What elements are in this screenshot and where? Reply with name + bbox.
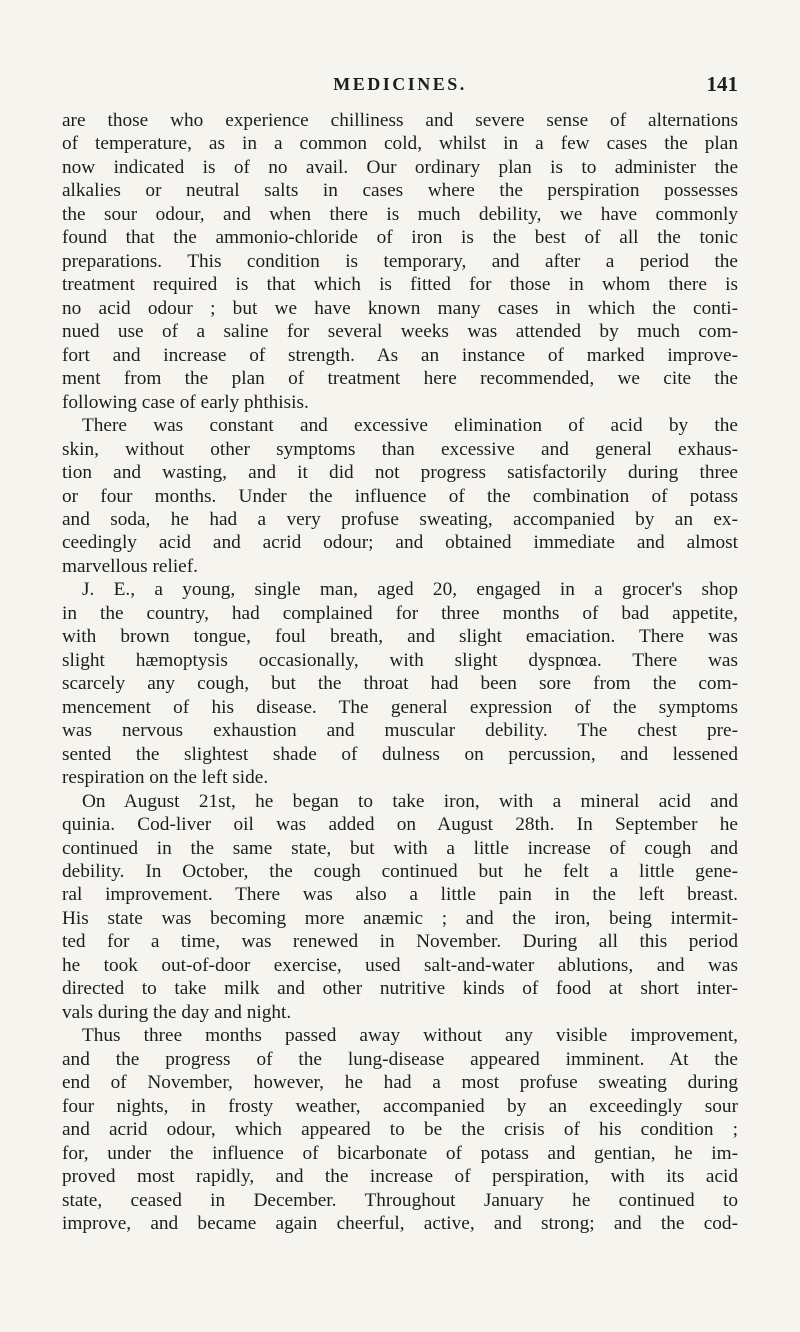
text-line: ted for a time, was renewed in November. During all this period bbox=[62, 931, 738, 953]
text-line: and soda, he had a very profuse sweating, accompanied by an ex- bbox=[62, 508, 738, 530]
text-line: debility. In October, the cough continued but he felt a little gene- bbox=[62, 861, 738, 882]
text-line: respiration on the left side. bbox=[62, 767, 269, 789]
body-text bbox=[62, 109, 738, 1236]
text-line: following case of early phthisis. bbox=[62, 391, 309, 413]
running-head: MEDICINES. bbox=[333, 74, 467, 94]
text-line: alkalies or neutral salts in cases where the perspiration possesses bbox=[62, 180, 738, 202]
text-line: the sour odour, and when there is much debility, we have commonly bbox=[62, 203, 738, 225]
text-line: scarcely any cough, but the throat had been sore from the com- bbox=[62, 673, 738, 695]
text-line: proved most rapidly, and the increase of perspiration, with its acid bbox=[62, 1166, 738, 1188]
text-line: and acrid odour, which appeared to be the crisis of his condition ; bbox=[62, 1119, 738, 1141]
text-line: for, under the influence of bicarbonate of potass and gentian, he im- bbox=[62, 1142, 738, 1164]
text-line: are those who experience chilliness and severe sense of alternations bbox=[62, 110, 738, 131]
text-line: marvellous relief. bbox=[62, 555, 198, 577]
text-line: vals during the day and night. bbox=[62, 1001, 292, 1023]
text-line: ment from the plan of treatment here recommended, we cite the bbox=[62, 368, 738, 390]
text-line: J. E., a young, single man, aged 20, engaged in a grocer's shop bbox=[82, 579, 738, 601]
text-line: state, ceased in December. Throughout January he continued to bbox=[62, 1189, 738, 1211]
text-line: Thus three months passed away without any visible improvement, bbox=[82, 1025, 738, 1047]
text-line: he took out-of-door exercise, used salt-and-water ablutions, and was bbox=[62, 954, 738, 976]
text-line: of temperature, as in a common cold, whilst in a few cases the plan bbox=[62, 133, 738, 155]
text-line: no acid odour ; but we have known many cases in which the conti- bbox=[62, 297, 738, 319]
text-line: There was constant and excessive elimination of acid by the bbox=[82, 415, 738, 437]
text-line: and the progress of the lung-disease appeared imminent. At the bbox=[62, 1048, 738, 1070]
page-number: 141 bbox=[706, 72, 738, 96]
text-line: quinia. Cod-liver oil was added on August 28th. In September he bbox=[62, 814, 738, 836]
text-line: with brown tongue, foul breath, and slight emaciation. There was bbox=[62, 626, 738, 648]
text-line: preparations. This condition is temporary, and after a period the bbox=[62, 250, 738, 272]
text-line: found that the ammonio-chloride of iron is the best of all the tonic bbox=[62, 227, 738, 249]
text-line: ral improvement. There was also a little pain in the left breast. bbox=[62, 884, 738, 906]
text-line: directed to take milk and other nutritive kinds of food at short inter- bbox=[62, 978, 738, 1000]
text-line: ceedingly acid and acrid odour; and obtained immediate and almost bbox=[62, 532, 738, 554]
text-line: fort and increase of strength. As an instance of marked improve- bbox=[62, 344, 738, 366]
text-line: sented the slightest shade of dulness on percussion, and lessened bbox=[62, 743, 738, 765]
text-line: was nervous exhaustion and muscular debility. The chest pre- bbox=[62, 720, 738, 742]
text-line: improve, and became again cheerful, active, and strong; and the cod- bbox=[62, 1213, 738, 1235]
text-line: now indicated is of no avail. Our ordinary plan is to administer the bbox=[62, 156, 738, 178]
text-line: mencement of his disease. The general expression of the symptoms bbox=[62, 696, 738, 718]
text-line: continued in the same state, but with a little increase of cough and bbox=[62, 837, 738, 859]
text-line: or four months. Under the influence of the combination of potass bbox=[62, 485, 738, 507]
text-line: nued use of a saline for several weeks was attended by much com- bbox=[62, 321, 738, 343]
text-line: treatment required is that which is fitted for those in whom there is bbox=[62, 274, 738, 296]
text-line: slight hæmoptysis occasionally, with slight dyspnœa. There was bbox=[62, 649, 738, 671]
page-header bbox=[62, 72, 738, 100]
text-line: end of November, however, he had a most profuse sweating during bbox=[62, 1072, 738, 1094]
text-line: His state was becoming more anæmic ; and the iron, being intermit- bbox=[62, 907, 738, 929]
text-line: four nights, in frosty weather, accompanied by an exceedingly sour bbox=[62, 1095, 738, 1117]
text-line: tion and wasting, and it did not progress satisfactorily during three bbox=[62, 462, 738, 484]
text-line: On August 21st, he began to take iron, with a mineral acid and bbox=[82, 790, 738, 812]
text-line: skin, without other symptoms than excessive and general exhaus- bbox=[62, 438, 738, 460]
text-line: in the country, had complained for three months of bad appetite, bbox=[62, 602, 738, 624]
